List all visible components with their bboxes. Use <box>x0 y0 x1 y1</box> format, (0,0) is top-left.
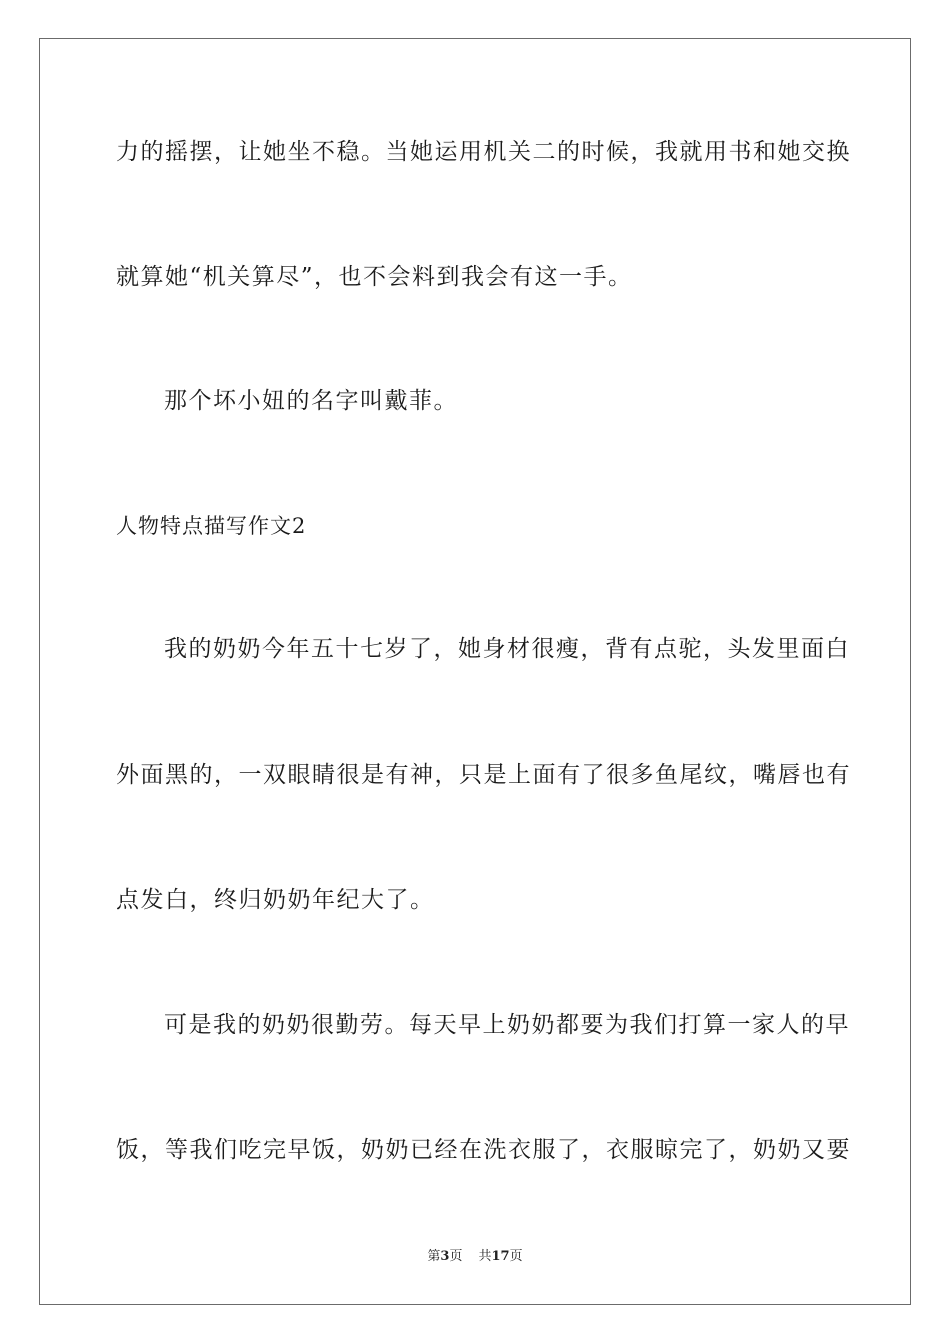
page-number: 3 <box>440 1249 450 1264</box>
body-text-line: 那个坏小妞的名字叫戴菲。 <box>164 388 458 414</box>
page-label-suffix: 页 <box>449 1249 463 1264</box>
body-text-line: 点发白，终归奶奶年纪大了。 <box>116 887 435 913</box>
body-text-line: 就算她“机关算尽”，也不会料到我会有这一手。 <box>116 264 633 290</box>
total-pages: 17 <box>491 1249 510 1264</box>
total-label-suffix: 页 <box>509 1249 523 1264</box>
body-text-line: 外面黑的，一双眼睛很是有神，只是上面有了很多鱼尾纹，嘴唇也有 <box>116 762 851 788</box>
page-footer <box>0 1248 950 1266</box>
page-border <box>39 38 911 1305</box>
section-heading: 人物特点描写作文2 <box>116 514 307 538</box>
body-text-line: 我的奶奶今年五十七岁了，她身材很瘦，背有点驼，头发里面白 <box>164 636 850 662</box>
page-label-prefix: 第 <box>427 1249 441 1264</box>
body-text-line: 力的摇摆，让她坐不稳。当她运用机关二的时候，我就用书和她交换 <box>116 139 851 165</box>
total-label-prefix: 共 <box>478 1249 492 1264</box>
body-text-line: 可是我的奶奶很勤劳。每天早上奶奶都要为我们打算一家人的早 <box>164 1012 850 1038</box>
body-text-line: 饭，等我们吃完早饭，奶奶已经在洗衣服了，衣服晾完了，奶奶又要 <box>116 1137 851 1163</box>
